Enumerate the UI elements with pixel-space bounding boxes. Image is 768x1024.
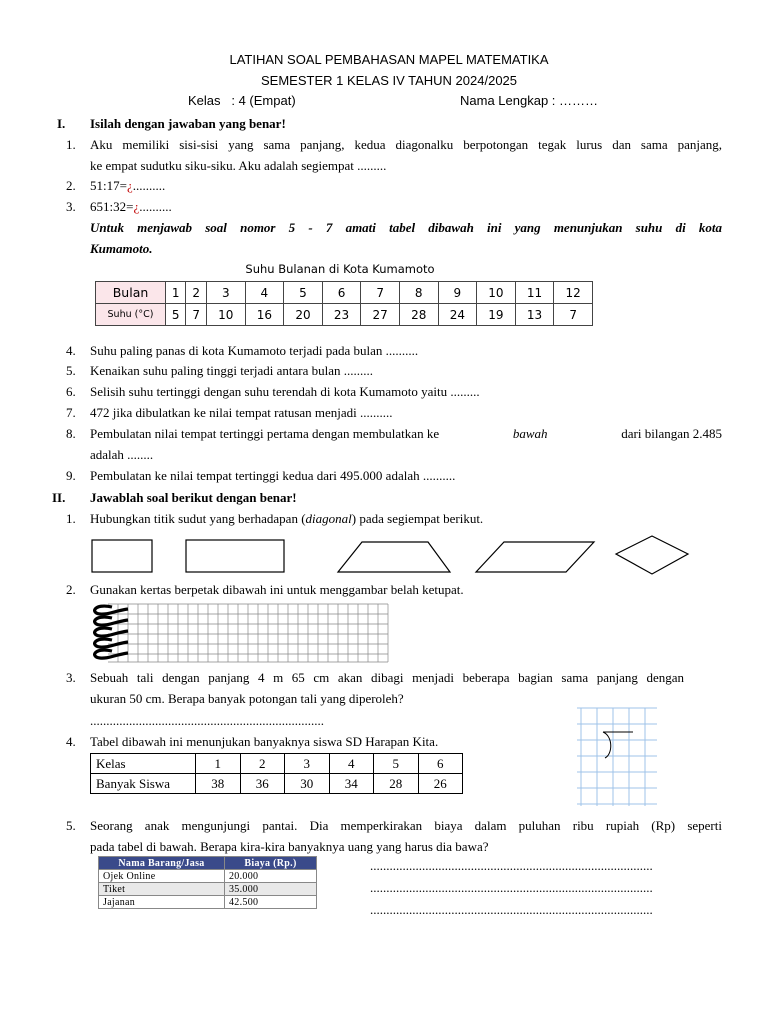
month-cell: 3 — [206, 282, 245, 304]
nama-lengkap-label: Nama Lengkap : ……… — [460, 93, 599, 108]
s2q1-emphasis: diagonal — [305, 511, 352, 526]
temp-cell: 19 — [477, 304, 516, 326]
question-3-blank: .......... — [139, 199, 172, 214]
suhu-table-row-suhu — [96, 304, 593, 326]
question-number: 9. — [66, 468, 76, 483]
biaya-header-nama: Nama Barang/Jasa — [99, 857, 225, 870]
temp-cell: 7 — [554, 304, 593, 326]
question-number: 3. — [66, 670, 76, 685]
question-2 — [90, 178, 165, 194]
s2q1-text-c: ) pada segiempat berikut. — [351, 511, 484, 526]
month-cell: 8 — [399, 282, 438, 304]
kelas-cell: 1 — [196, 754, 241, 774]
siswa-table-row-kelas — [91, 754, 463, 774]
question-4: Suhu paling panas di kota Kumamoto terjadi pada bulan .......... — [90, 343, 419, 358]
biaya-value-cell: 42.500 — [225, 896, 317, 909]
temp-cell: 23 — [322, 304, 361, 326]
question-5: Kenaikan suhu paling tinggi terjadi antara bulan ......... — [90, 363, 374, 378]
instruction-line2: Kumamoto. — [90, 241, 153, 256]
month-cell: 1 — [166, 282, 186, 304]
question-number: 2. — [66, 582, 76, 597]
question-number: 1. — [66, 137, 76, 152]
biaya-table — [98, 856, 317, 909]
section2-question-5-line1: Seorang anak mengunjungi pantai. Dia memperkirakan biaya dalam puluhan ribu rupiah (Rp) seperti — [90, 818, 722, 833]
question-2-mark: ¿ — [126, 178, 133, 193]
answer-line[interactable]: ........................................................................ — [90, 713, 324, 728]
siswa-cell: 28 — [374, 774, 419, 794]
question-number: 5. — [66, 818, 76, 833]
siswa-cell: 34 — [329, 774, 374, 794]
question-number: 2. — [66, 178, 76, 193]
month-cell: 12 — [554, 282, 593, 304]
temp-cell: 13 — [515, 304, 554, 326]
biaya-header-biaya: Biaya (Rp.) — [225, 857, 317, 870]
question-number: 5. — [66, 363, 76, 378]
answer-line[interactable]: ....................................................................................... — [370, 902, 653, 917]
suhu-table — [95, 281, 593, 326]
kelas-cell: 3 — [285, 754, 330, 774]
kelas-cell: 5 — [374, 754, 419, 774]
rectangle-shape — [186, 540, 284, 572]
question-9: Pembulatan ke nilai tempat tertinggi kedua dari 495.000 adalah .......... — [90, 468, 456, 483]
suhu-table-row-bulan — [96, 282, 593, 304]
section-2-number: II. — [52, 490, 66, 505]
question-8-line2: adalah ........ — [90, 447, 154, 462]
suhu-table-header-bulan: Bulan — [96, 282, 166, 304]
month-cell: 5 — [284, 282, 323, 304]
question-3-expression: 651:32= — [90, 199, 134, 214]
kelas-label: Kelas : 4 (Empat) — [188, 93, 296, 108]
siswa-cell: 26 — [418, 774, 463, 794]
kelas-cell: 6 — [418, 754, 463, 774]
doc-title-line1: LATIHAN SOAL PEMBAHASAN MAPEL MATEMATIKA — [229, 52, 549, 67]
biaya-row — [99, 870, 317, 883]
question-3 — [90, 199, 172, 215]
siswa-table-header-kelas: Kelas — [91, 754, 196, 774]
suhu-table-title — [0, 262, 680, 276]
biaya-nama-cell: Ojek Online — [99, 870, 225, 883]
temp-cell: 20 — [284, 304, 323, 326]
answer-line[interactable]: ....................................................................................... — [370, 858, 653, 873]
temp-cell: 28 — [399, 304, 438, 326]
temp-cell: 10 — [206, 304, 245, 326]
rhombus-shape — [616, 536, 688, 574]
question-2-blank: .......... — [132, 178, 166, 193]
section2-question-1 — [90, 511, 483, 527]
trapezoid-shape — [338, 542, 450, 572]
month-cell: 7 — [361, 282, 400, 304]
biaya-table-header — [99, 857, 317, 870]
doc-title-line2: SEMESTER 1 KELAS IV TAHUN 2024/2025 — [260, 73, 518, 88]
question-number: 3. — [66, 199, 76, 214]
question-number: 4. — [66, 343, 76, 358]
siswa-table — [90, 753, 463, 794]
month-cell: 10 — [477, 282, 516, 304]
suhu-table-header-suhu: Suhu (°C) — [96, 304, 166, 326]
biaya-value-cell: 35.000 — [225, 883, 317, 896]
quadrilaterals-figure — [86, 534, 696, 580]
question-number: 7. — [66, 405, 76, 420]
temp-cell: 24 — [438, 304, 477, 326]
grid-paper[interactable] — [88, 601, 393, 664]
biaya-row — [99, 896, 317, 909]
month-cell: 4 — [245, 282, 284, 304]
siswa-cell: 30 — [285, 774, 330, 794]
section2-question-4: Tabel dibawah ini menunjukan banyaknya siswa SD Harapan Kita. — [90, 734, 439, 749]
month-cell: 2 — [186, 282, 206, 304]
question-8-line1 — [90, 426, 722, 442]
month-cell: 9 — [438, 282, 477, 304]
blue-grid-snippet — [575, 706, 659, 808]
kelas-cell: 2 — [240, 754, 285, 774]
question-number: 6. — [66, 384, 76, 399]
temp-cell: 16 — [245, 304, 284, 326]
temp-cell: 5 — [166, 304, 186, 326]
grid-lines — [108, 604, 388, 662]
siswa-cell: 36 — [240, 774, 285, 794]
question-8-text-c: dari bilangan 2.485 — [621, 426, 722, 441]
suhu-table-title-text: Suhu Bulanan di Kota Kumamoto — [245, 262, 435, 276]
temp-cell: 27 — [361, 304, 400, 326]
section-1-number: I. — [57, 116, 66, 131]
question-1-line2: ke empat sudutku siku-siku. Aku adalah segiempat ......... — [90, 158, 387, 173]
section-1-title: Isilah dengan jawaban yang benar! — [90, 116, 286, 131]
s2q1-text-a: Hubungkan titik sudut yang berhadapan ( — [90, 511, 306, 526]
biaya-row — [99, 883, 317, 896]
question-2-expression: 51:17= — [90, 178, 127, 193]
month-cell: 6 — [322, 282, 361, 304]
kelas-cell: 4 — [329, 754, 374, 774]
question-1-line1: Aku memiliki sisi-sisi yang sama panjang, kedua diagonalku berpotongan tegak lurus dan sama panjang, — [90, 137, 722, 152]
biaya-nama-cell: Tiket — [99, 883, 225, 896]
siswa-cell: 38 — [196, 774, 241, 794]
square-shape — [92, 540, 152, 572]
biaya-nama-cell: Jajanan — [99, 896, 225, 909]
question-8-text-a: Pembulatan nilai tempat tertinggi pertama dengan membulatkan ke — [90, 426, 440, 441]
question-number: 4. — [66, 734, 76, 749]
instruction-line1: Untuk menjawab soal nomor 5 - 7 amati tabel dibawah ini yang menunjukan suhu di kota — [90, 220, 722, 235]
question-number: 1. — [66, 511, 76, 526]
question-number: 8. — [66, 426, 76, 441]
question-6: Selisih suhu tertinggi dengan suhu terendah di kota Kumamoto yaitu ......... — [90, 384, 480, 399]
question-3-mark: ¿ — [133, 199, 140, 214]
siswa-table-header-banyak: Banyak Siswa — [91, 774, 196, 794]
section2-question-3-line1: Sebuah tali dengan panjang 4 m 65 cm akan dibagi menjadi beberapa bagian sama panjang dengan — [90, 670, 684, 685]
question-7: 472 jika dibulatkan ke nilai tempat ratusan menjadi .......... — [90, 405, 393, 420]
month-cell: 11 — [515, 282, 554, 304]
section2-question-3-line2: ukuran 50 cm. Berapa banyak potongan tali yang diperoleh? — [90, 691, 404, 706]
siswa-table-row-banyak — [91, 774, 463, 794]
section-2-title: Jawablah soal berikut dengan benar! — [90, 490, 297, 505]
question-8-emphasis: bawah — [512, 426, 548, 441]
answer-line[interactable]: ....................................................................................... — [370, 880, 653, 895]
section2-question-5-line2: pada tabel di bawah. Berapa kira-kira banyaknya uang yang harus dia bawa? — [90, 839, 489, 854]
section2-question-2: Gunakan kertas berpetak dibawah ini untuk menggambar belah ketupat. — [90, 582, 464, 597]
parallelogram-shape — [476, 542, 594, 572]
biaya-value-cell: 20.000 — [225, 870, 317, 883]
temp-cell: 7 — [186, 304, 206, 326]
